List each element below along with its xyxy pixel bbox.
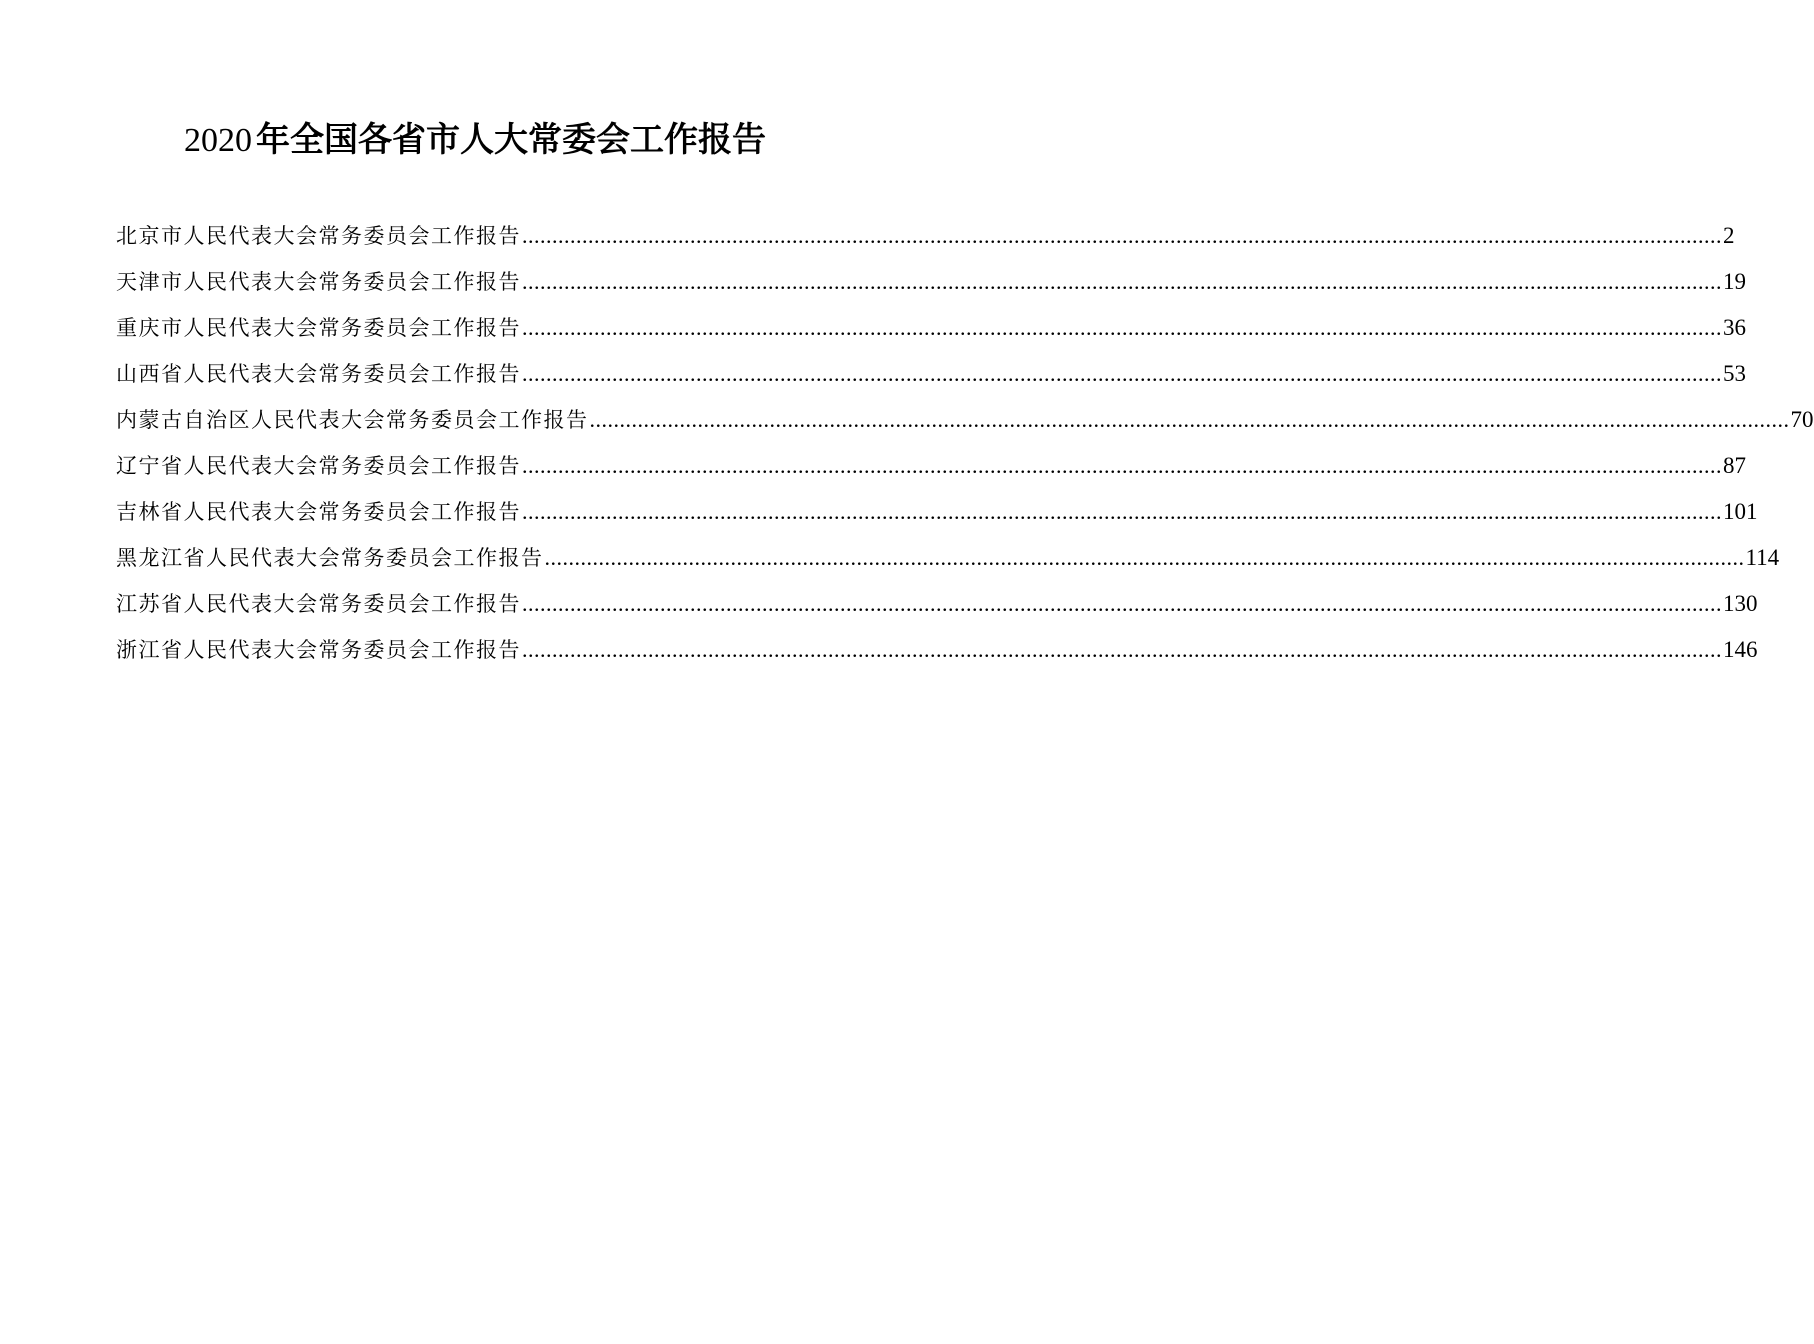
toc-entry-shanxi[interactable] bbox=[116, 351, 1746, 397]
toc-entry-liaoning[interactable] bbox=[116, 443, 1746, 489]
toc-dot-leader: ........................................................................................................................................................................................................ bbox=[522, 637, 1722, 662]
toc-page-number: 2 bbox=[1723, 223, 1735, 248]
toc-entry-label: 山西省人民代表大会常务委员会工作报告 bbox=[116, 362, 521, 386]
toc-entry-label: 吉林省人民代表大会常务委员会工作报告 bbox=[116, 500, 521, 524]
toc-entry-label: 黑龙江省人民代表大会常务委员会工作报告 bbox=[116, 546, 544, 570]
toc-entry-label: 天津市人民代表大会常务委员会工作报告 bbox=[116, 270, 521, 294]
title-text: 年全国各省市人大常委会工作报告 bbox=[256, 120, 766, 160]
toc-dot-leader: ........................................................................................................................................................................................................ bbox=[522, 499, 1722, 524]
toc-dot-leader: ........................................................................................................................................................................................................ bbox=[544, 545, 1745, 570]
toc-entry-label: 内蒙古自治区人民代表大会常务委员会工作报告 bbox=[116, 408, 589, 432]
toc-entry-zhejiang[interactable] bbox=[116, 627, 1758, 673]
toc-page-number: 36 bbox=[1723, 315, 1746, 340]
toc-entry-label: 北京市人民代表大会常务委员会工作报告 bbox=[116, 224, 521, 248]
toc-entry-label: 江苏省人民代表大会常务委员会工作报告 bbox=[116, 592, 521, 616]
toc-dot-leader: ........................................................................................................................................................................................................ bbox=[522, 269, 1722, 294]
title-year: 2020 bbox=[184, 122, 252, 159]
table-of-contents bbox=[116, 213, 1814, 673]
toc-dot-leader: ........................................................................................................................................................................................................ bbox=[522, 223, 1722, 248]
toc-entry-beijing[interactable] bbox=[116, 213, 1735, 259]
toc-entry-jilin[interactable] bbox=[116, 489, 1758, 535]
toc-page-number: 101 bbox=[1723, 499, 1758, 524]
toc-entry-label: 辽宁省人民代表大会常务委员会工作报告 bbox=[116, 454, 521, 478]
toc-dot-leader: ........................................................................................................................................................................................................ bbox=[522, 453, 1722, 478]
toc-entry-chongqing[interactable] bbox=[116, 305, 1746, 351]
toc-entry-tianjin[interactable] bbox=[116, 259, 1746, 305]
toc-entry-inner-mongolia[interactable] bbox=[116, 397, 1814, 443]
toc-page-number: 146 bbox=[1723, 637, 1758, 662]
toc-page-number: 87 bbox=[1723, 453, 1746, 478]
toc-dot-leader: ........................................................................................................................................................................................................ bbox=[522, 591, 1722, 616]
page-title bbox=[0, 116, 950, 165]
toc-entry-heilongjiang[interactable] bbox=[116, 535, 1780, 581]
toc-page-number: 114 bbox=[1745, 545, 1780, 570]
toc-page-number: 70 bbox=[1790, 407, 1814, 432]
toc-page-number: 19 bbox=[1723, 269, 1746, 294]
toc-entry-jiangsu[interactable] bbox=[116, 581, 1758, 627]
toc-page-number: 53 bbox=[1723, 361, 1746, 386]
toc-page-number: 130 bbox=[1723, 591, 1758, 616]
toc-entry-label: 浙江省人民代表大会常务委员会工作报告 bbox=[116, 638, 521, 662]
toc-dot-leader: ........................................................................................................................................................................................................ bbox=[522, 315, 1722, 340]
toc-dot-leader: ........................................................................................................................................................................................................ bbox=[589, 407, 1790, 432]
toc-entry-label: 重庆市人民代表大会常务委员会工作报告 bbox=[116, 316, 521, 340]
toc-dot-leader: ........................................................................................................................................................................................................ bbox=[522, 361, 1722, 386]
